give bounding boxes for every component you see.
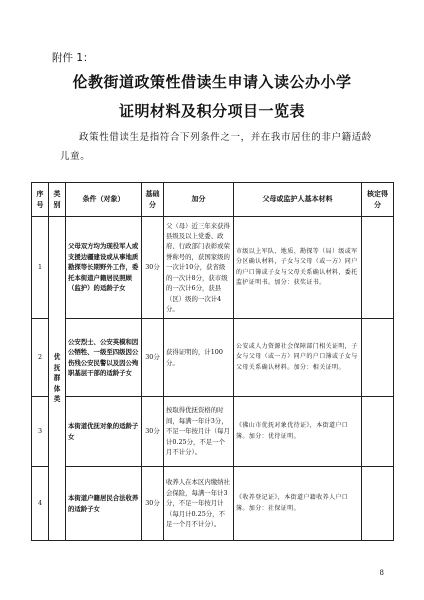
- table-row: [32, 217, 394, 319]
- header-category: 类别: [49, 183, 66, 217]
- row-bonus: 获得证明的，计100分。: [164, 319, 234, 397]
- row-verified-score: [362, 467, 394, 541]
- header-seq: 序号: [32, 183, 49, 217]
- row-base-score: 30分: [142, 397, 164, 467]
- header-verified-score: 核定得分: [362, 183, 394, 217]
- row-base-score: 30分: [142, 217, 164, 319]
- header-bonus: 加分: [164, 183, 234, 217]
- row-materials: 公安或人力资源社会保障部门相关证明，子女与父母（或一方）同户的户口簿或子女与父母关系确认材料。加分：相关证明。: [234, 319, 362, 397]
- points-table: [31, 182, 394, 541]
- intro-paragraph: 政策性借读生是指符合下列条件之一，并在我市居住的非户籍适龄儿童。: [60, 132, 372, 162]
- row-seq: 2: [32, 319, 49, 397]
- row-bonus: 父（母）近三年来获得县级及以上党委、政府、行政部门表彰或荣誉称号的，获国家级的一次计10分，获省级的一次计8分，获市级的一次计6分，获县（区）级的一次计4分。: [164, 217, 234, 319]
- row-base-score: 30分: [142, 467, 164, 541]
- table-row: [32, 319, 394, 397]
- table-header-row: [32, 183, 394, 217]
- row-verified-score: [362, 217, 394, 319]
- row-materials: 《佛山市优抚对象优待证》，本街道户口簿。加分：优待证明。: [234, 397, 362, 467]
- row-seq: 1: [32, 217, 49, 319]
- page-number: 8: [379, 569, 384, 577]
- document-title-line-1: 伦教街道政策性借读生申请入读公办小学: [72, 73, 352, 91]
- document-title-line-2: 证明材料及积分项目一览表: [118, 102, 305, 120]
- header-materials: 父母或监护人基本材料: [234, 183, 362, 217]
- row-materials: 市级以上军队、地质、勘探等（局）级或军分区确认材料，子女与父母（或一方）同户的户口簿或子女与父母关系确认材料，委托监护证明书。加分：获奖证书。: [234, 217, 362, 319]
- attachment-label: 附件 1：: [52, 52, 94, 64]
- table-row: [32, 397, 394, 467]
- row-bonus: 按取得优抚资格的时间，每满一年计3分，不足一年按月计（每月计0.25分，不足一个月不计分）。: [164, 397, 234, 467]
- row-verified-score: [362, 397, 394, 467]
- header-condition: 条件（对象）: [66, 183, 142, 217]
- row-verified-score: [362, 319, 394, 397]
- row-condition: 本街道优抚对象的适龄子女: [66, 397, 142, 467]
- row-condition: 本街道户籍居民合法收养的适龄子女: [66, 467, 142, 541]
- row-base-score: 30分: [142, 319, 164, 397]
- header-base-score: 基础分: [142, 183, 164, 217]
- row-condition: 父母双方均为现役军人或支援边疆建设或从事地质勘探等长期野外工作，委托本街道户籍居民照顾（监护）的适龄子女: [66, 217, 142, 319]
- category-cell: 优抚群体类: [49, 217, 66, 541]
- row-condition: 公安烈士、公安英模和因公牺牲、一级至四级因公伤残公安民警以及因公殉职基层干部的适龄子女: [66, 319, 142, 397]
- row-bonus: 收养人在本区内缴纳社会保险，每满一年计3分，不足一年按月计（每月计0.25分，不足一个月不计分）。: [164, 467, 234, 541]
- row-seq: 4: [32, 467, 49, 541]
- row-materials: 《收养登记证》，本街道户籍收养人户口簿。加分：社保证明。: [234, 467, 362, 541]
- table-row: [32, 467, 394, 541]
- row-seq: 3: [32, 397, 49, 467]
